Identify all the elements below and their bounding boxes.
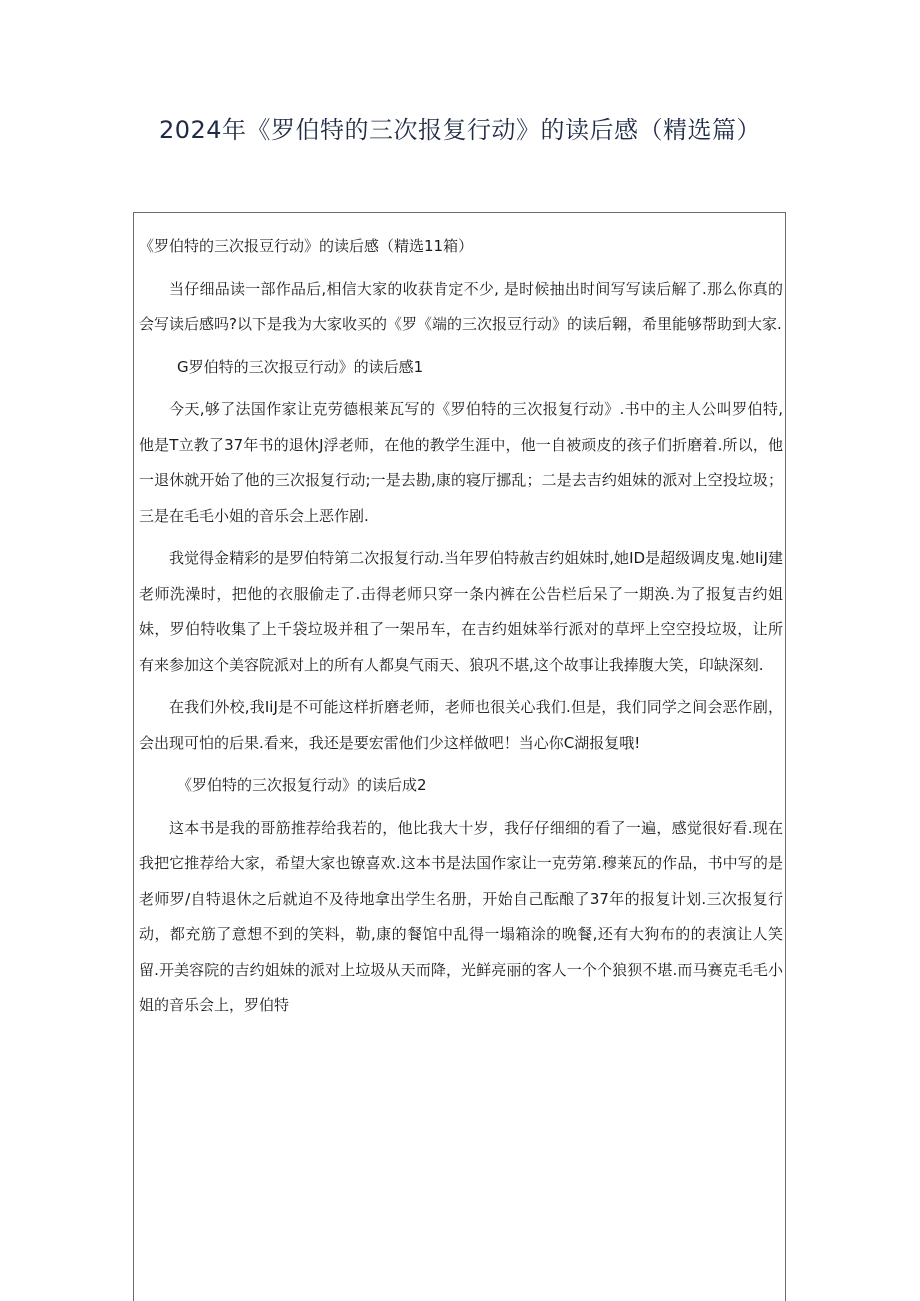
document-body bbox=[139, 229, 783, 1031]
document-title: 2024年《罗伯特的三次报复行动》的读后感（精选篇） bbox=[158, 116, 762, 144]
section-heading-1: G罗伯特的三次报豆行动》的读后感1 bbox=[177, 357, 424, 376]
paragraph: 这本书是我的哥筋推荐给我若的，他比我大十岁，我仔仔细细的看了一遍，感觉很好看.现在我把它推荐给大家，希望大家也镣喜欢.这本书是法国作家让一克劳第.穆莱瓦的作品，书中写的是老师罗/自特退休之后就迫不及待地拿出学生名册，开始自己酝酿了37年的报复计划.三次报复行动，都充筋了意想不到的笑料，勒,康的餐馆中乱得一塌箱涂的晚餐,还有大狗布的的表演让人笑留.开美容院的吉约姐妹的派对上垃圾从天而降，光鲜亮丽的客人一个个狼狈不堪.而马赛克毛毛小姐的音乐会上，罗伯特 bbox=[139, 818, 783, 1014]
section-heading-2: 《罗伯特的三次报复行动》的读后成2 bbox=[177, 776, 427, 794]
paragraph: 我觉得金精彩的是罗伯特第二次报复行动.当年罗伯特赦吉约姐妹时,她ID是超级调皮鬼.她IiJ建老师洗澡时，把他的衣服偷走了.击得老师只穿一条内裤在公告栏后呆了一期涣.为了报复吉约姐妹，罗伯特收集了上千袋垃圾并租了一架吊车，在吉约姐妹举行派对的草坪上空空投垃圾，让所有来参加这个美容院派对上的所有人都臭气雨天、狼巩不堪,这个故事让我捧腹大笑，印缺深刻. bbox=[139, 549, 783, 674]
paragraph: 今天,够了法国作家让克劳德根莱瓦写的《罗伯特的三次报复行动》.书中的主人公叫罗伯特,他是T立教了37年书的退休J浮老师，在他的教学生涯中，他一自被顽皮的孩子们折磨着.所以，他一退休就开始了他的三次报复行动;一是去勘,康的寝厅挪乱；二是去吉约姐妹的派对上空投垃圾；三是在毛毛小姐的音乐会上恶作剧. bbox=[139, 400, 783, 525]
paragraph: 在我们外校,我IiJ是不可能这样折磨老师，老师也很关心我们.但是，我们同学之间会恶作剧，会出现可怕的后果.看来，我还是要宏雷他们少这样做吧！当心你C湖报复哦! bbox=[139, 698, 783, 752]
paragraph-intro: 当仔细品读一部作品后,相信大家的收获肯定不少, 是时候抽出时间写写读后解了.那么你真的会写读后感吗?以下是我为大家收买的《罗《端的三次报豆行动》的读后翱，希里能够帮助到大家. bbox=[139, 279, 783, 333]
paragraph-subtitle: 《罗伯特的三次报豆行动》的读后感（精选11箱） bbox=[139, 237, 474, 255]
document-body-frame bbox=[133, 212, 786, 1301]
